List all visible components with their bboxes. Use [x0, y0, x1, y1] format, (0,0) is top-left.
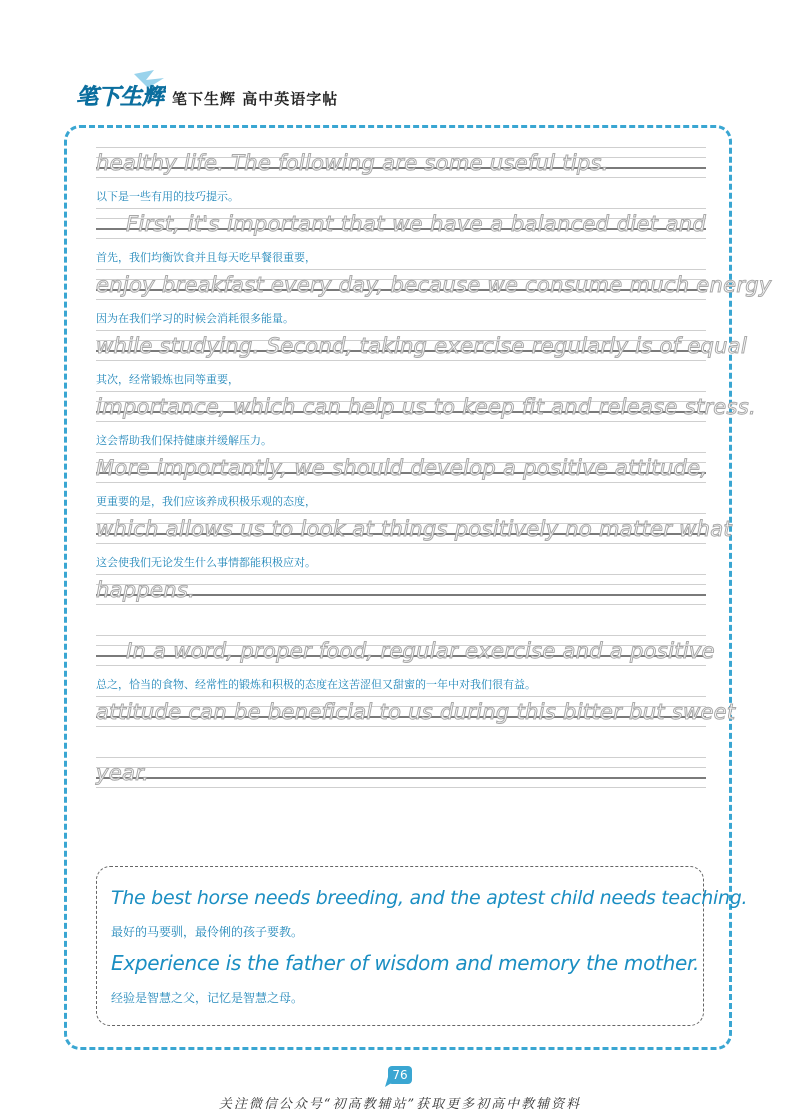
- translation-line: 首先，我们均衡饮食并且每天吃早餐很重要，: [96, 251, 316, 264]
- quote-box: [96, 866, 748, 1026]
- translation-line: 更重要的是，我们应该养成积极乐观的态度，: [96, 495, 316, 508]
- trace-line: happens.: [96, 578, 196, 602]
- translation-line: 因为在我们学习的时候会消耗很多能量。: [96, 312, 294, 325]
- trace-line: In a word, proper food, regular exercise and a positive: [126, 639, 715, 663]
- book-title: 笔下生辉 高中英语字帖: [172, 90, 339, 108]
- trace-line: enjoy breakfast every day, because we consume much energy: [96, 273, 772, 297]
- trace-line: healthy life. The following are some useful tips.: [96, 151, 609, 175]
- footer-note: 关注微信公众号“初高教辅站”获取更多初高中教辅资料: [218, 1097, 582, 1112]
- trace-line: First, it's important that we have a balanced diet and: [126, 212, 706, 236]
- trace-line: while studying. Second, taking exercise regularly is of equal: [96, 334, 748, 358]
- quote-english: The best horse needs breeding, and the aptest child needs teaching.: [111, 887, 748, 909]
- translation-line: 其次，经常锻炼也同等重要，: [96, 373, 239, 386]
- svg-text:笔下生辉: 笔下生辉: [76, 85, 165, 110]
- page-number: 76: [392, 1068, 408, 1082]
- quote-english: Experience is the father of wisdom and memory the mother.: [111, 951, 700, 975]
- quote-chinese: 最好的马要驯，最伶俐的孩子要教。: [111, 925, 304, 939]
- translation-line: 以下是一些有用的技巧提示。: [96, 190, 239, 203]
- trace-line: which allows us to look at things positively no matter what: [96, 517, 732, 541]
- trace-line: importance, which can help us to keep fit and release stress.: [96, 395, 756, 419]
- translation-line: 这会帮助我们保持健康并缓解压力。: [96, 434, 272, 447]
- trace-line: More importantly, we should develop a positive attitude,: [96, 456, 708, 480]
- trace-line: attitude can be beneficial to us during this bitter but sweet: [96, 700, 736, 724]
- quote-chinese: 经验是智慧之父，记忆是智慧之母。: [111, 991, 304, 1005]
- trace-line: year.: [96, 761, 150, 785]
- translation-line: 总之，恰当的食物、经常性的锻炼和积极的态度在这苦涩但又甜蜜的一年中对我们很有益。: [96, 678, 536, 691]
- translation-line: 这会使我们无论发生什么事情都能积极应对。: [96, 556, 316, 569]
